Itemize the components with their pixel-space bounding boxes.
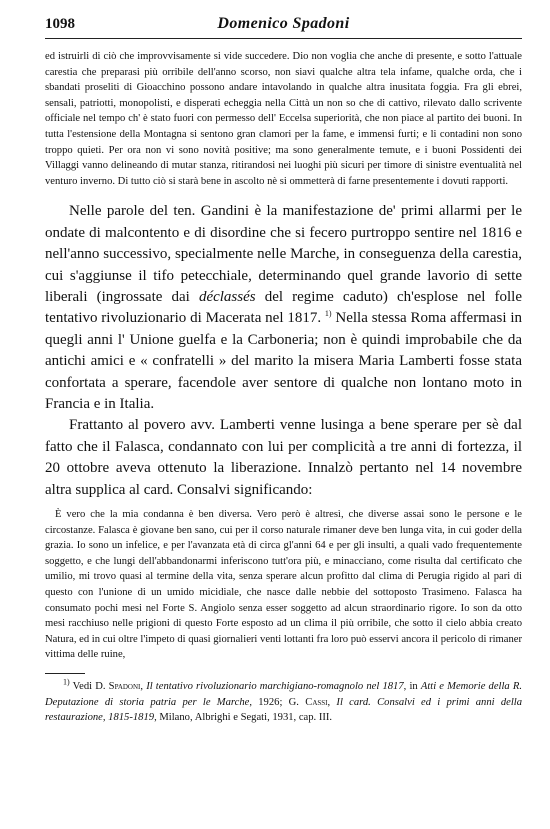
- paragraph-1-text: Nelle parole del ten. Gandini è la manifestazione de' primi allarmi per le ondate di malcontento e di disordine che si fecero purtroppo sentire nel 1816 e nell'anno successivo, specialmente nelle Marche, in conseguenza della carestia, cui s'aggiunse il tifo petecchiale, determinando quel grande lavorio di sette liberali (ingrossate dai: [45, 203, 522, 305]
- footnote-title-2: Il card. Consalvi ed i primi anni della restaurazione, 1815-1819: [45, 696, 523, 724]
- footnote-divider: [45, 673, 85, 674]
- footnote-title-1: Il tentativo rivoluzionario marchigiano-romagnolo nel 1817: [146, 680, 404, 692]
- page-number: 1098: [45, 16, 75, 32]
- quoted-supplica-text: È vero che la mia condanna è ben diversa. Vero però è altresì, che diverse assai sono le persone e le circostanze. Falasca è giovane ben sano, cui per il corso naturale rimaner deve ben lunga vita, in cui goder della grazia. Io sono un infelice, e per l'avanzata età di circa gl'anni 64 e per gli insulti, a quali vado frequentemente soggetto, e che lungi dell'abbandonarmi inferiscono tutt'ora più, e minacciano, come risulta dal certificato che umilio, mi trovo quasi al termine della vita, senza sperare alcun profitto dal clima di Perugia rigido al pari di questo con l'unione di un umido micidiale, che nasce dalle nebbie del sottoposto Trasimeno. Falasca ha consumato pochi mesi nel Forte S. Angiolo senza esser soggetto ad alcun straordinario rigore. Io son da otto mesi racchiuso nelle prigioni di questo Forte esposto ad un clima il più orribile, che sotto il cielo abbia creato Natura, ed in cui oltre l'impeto di quasi giornalieri venti lottanti fra loro può esservi ancora il pericolo di rimaner vittima delle ruine,: [45, 509, 522, 661]
- footnote: $^{1)}$ Vedi D. Spadoni, Il tentativo rivoluzionario marchigiano-romagnolo nel 1817, in Atti e Memorie della R. Deputazione di storia patria per le Marche, 1926; G. Cassi, Il card. Consalvi ed i primi anni della restaurazione, 1815-1819, Milano, Albrighi e Segati, 1931, cap. III.: [45, 677, 523, 724]
- running-title: Domenico Spadoni: [217, 15, 350, 32]
- paragraph-1-text-end: Nella stessa Roma affermasi in quegli anni l' Unione guelfa e la Carboneria; non è quindi improbabile che da antichi amici e « confratelli » del marito la misera Maria Lamberti fosse stata confortata a sperare, facendole aver sentore di qualche non lontano moto in Francia e in Italia.: [45, 310, 522, 412]
- footnote-reference: 1): [324, 309, 332, 319]
- footnote-marker: 1): [63, 677, 70, 687]
- body-paragraph-2: Frattanto al povero avv. Lamberti venne lusinga a bene sperare per sè dal fatto che il Falasca, condannato con lui per complicità a tre anni di fortezza, il 20 ottobre aveva ottenuto la liberazione. Innalzò pertanto nel 14 novembre altra supplica al card. Consalvi significando:: [45, 417, 522, 498]
- footnote-mid: , 1926; G.: [249, 696, 299, 708]
- footnote-author-2: Cassi: [305, 696, 328, 708]
- quoted-report-text: ed istruirli di ciò che improvvisamente si vide succedere. Dio non voglia che anche di presente, e sotto l'attuale carestia che preparasi più orribile dell'anno scorso, non siavi qualche altra tela infame, qualche orda, che i sbandati proseliti di Gioacchino possono andare intavolando in qualche altra inusitata foggia. Fra gli ebrei, sensali, patriotti, monopolisti, e disperati echeggia nella Città un non so che di cattivo, rilevato dallo scrivente officiale nel tempo ch' è stato fuori con permesso dell' Eccelsa superiorità, che non piace al partito dei buoni. In tutta l'estensione della Montagna si sentono gran clamori per la fame, e immensi furti; e li contadini non sono troppo quieti. Per ora non vi sono novità positive; ma sono generalmente temute, e i buoni Possidenti dei Villaggi vanno delineando di mutar stanza, ritirandosi nei luoghi più sicuri per timore di sinistre eventualità nel venturo inverno. Di tutto ciò si starà bene in ascolto nè si ommetterà di farne presentemente i dovuti rapporti.: [45, 51, 522, 187]
- footnote-in: , in: [403, 680, 418, 692]
- paragraph-1-italic-term: déclassés: [198, 288, 256, 305]
- footnote-journal: Atti e Memorie della R. Deputazione di storia patria per le Marche: [45, 680, 523, 708]
- body-paragraph-1: [45, 201, 522, 415]
- footnote-author-1: Spadoni: [108, 680, 141, 692]
- page-header: [45, 14, 522, 39]
- footnote-vedi: Vedi D.: [72, 680, 106, 692]
- footnote-end: , Milano, Albrighi e Segati, 1931, cap. III.: [154, 712, 333, 724]
- paragraph-1-text-cont: del regime caduto) ch'esplose nel folle tentativo rivoluzionario di Macerata nel 1817.: [45, 288, 522, 327]
